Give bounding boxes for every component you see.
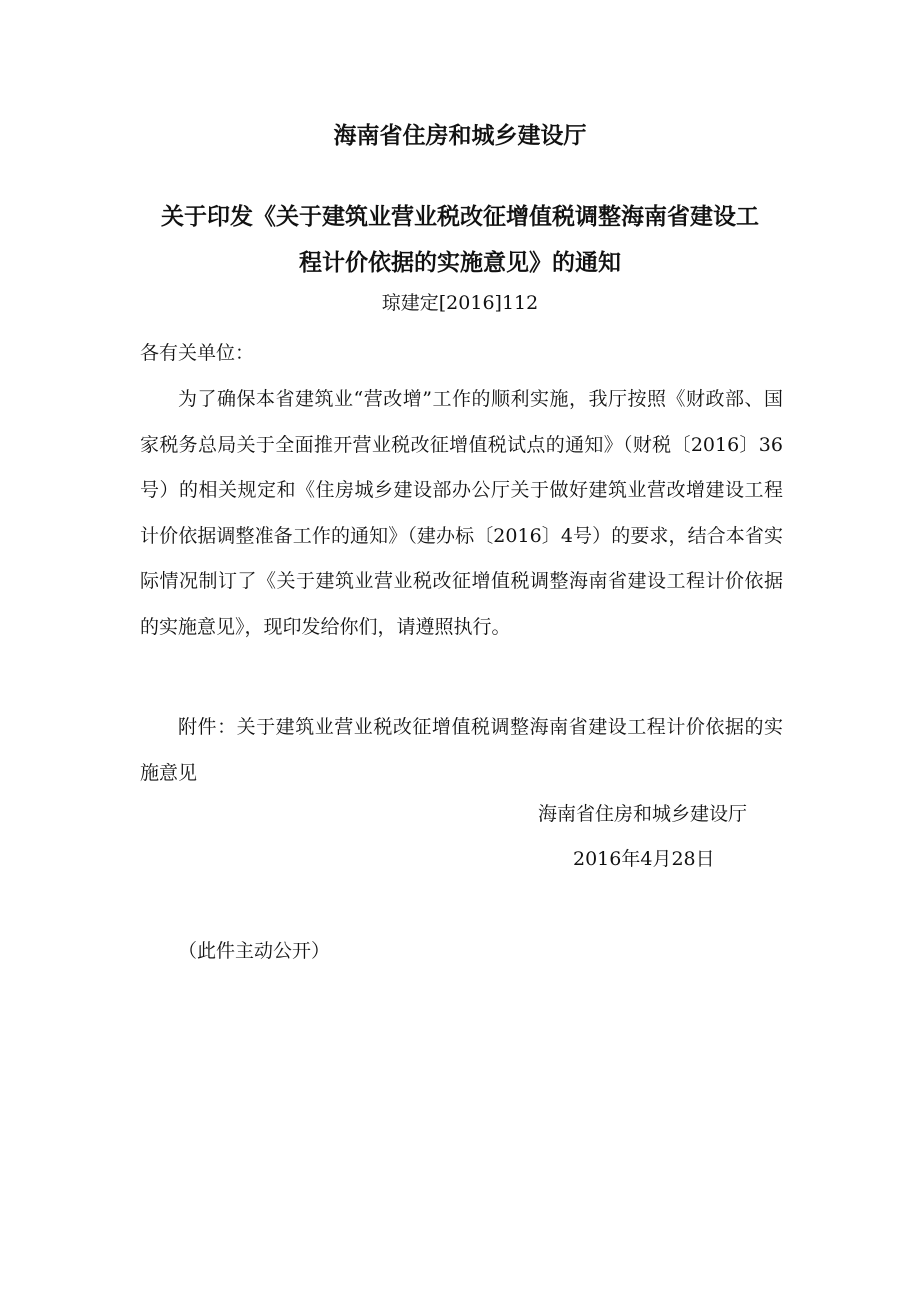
document-number: 琼建定[2016]112 [381,292,539,314]
body-paragraph: 为了确保本省建筑业“营改增”工作的顺利实施，我厅按照《财政部、国家税务总局关于全面推开营业税改征增值税试点的通知》（财税〔2016〕36号）的相关规定和《住房城乡建设部办公厅关于做好建筑业营改增建设工程计价依据调整准备工作的通知》（建办标〔2016〕4号）的要求，结合本省实际情况制订了《关于建筑业营业税改征增值税调整海南省建设工程计价依据的实施意见》，现印发给你们，请遵照执行。 [140,388,783,638]
attachment-note: 附件：关于建筑业营业税改征增值税调整海南省建设工程计价依据的实施意见 [140,716,783,784]
notice-title-line-2: 程计价依据的实施意见》的通知 [299,250,621,276]
signature-date: 2016年4月28日 [573,848,715,870]
notice-title-line-1: 关于印发《关于建筑业营业税改征增值税调整海南省建设工 [161,204,759,230]
notice-title [138,194,782,286]
signature-organization: 海南省住房和城乡建设厅 [538,803,748,825]
disclosure-note: （此件主动公开） [178,940,331,962]
salutation: 各有关单位： [140,342,255,364]
issuer-heading: 海南省住房和城乡建设厅 [333,123,587,149]
